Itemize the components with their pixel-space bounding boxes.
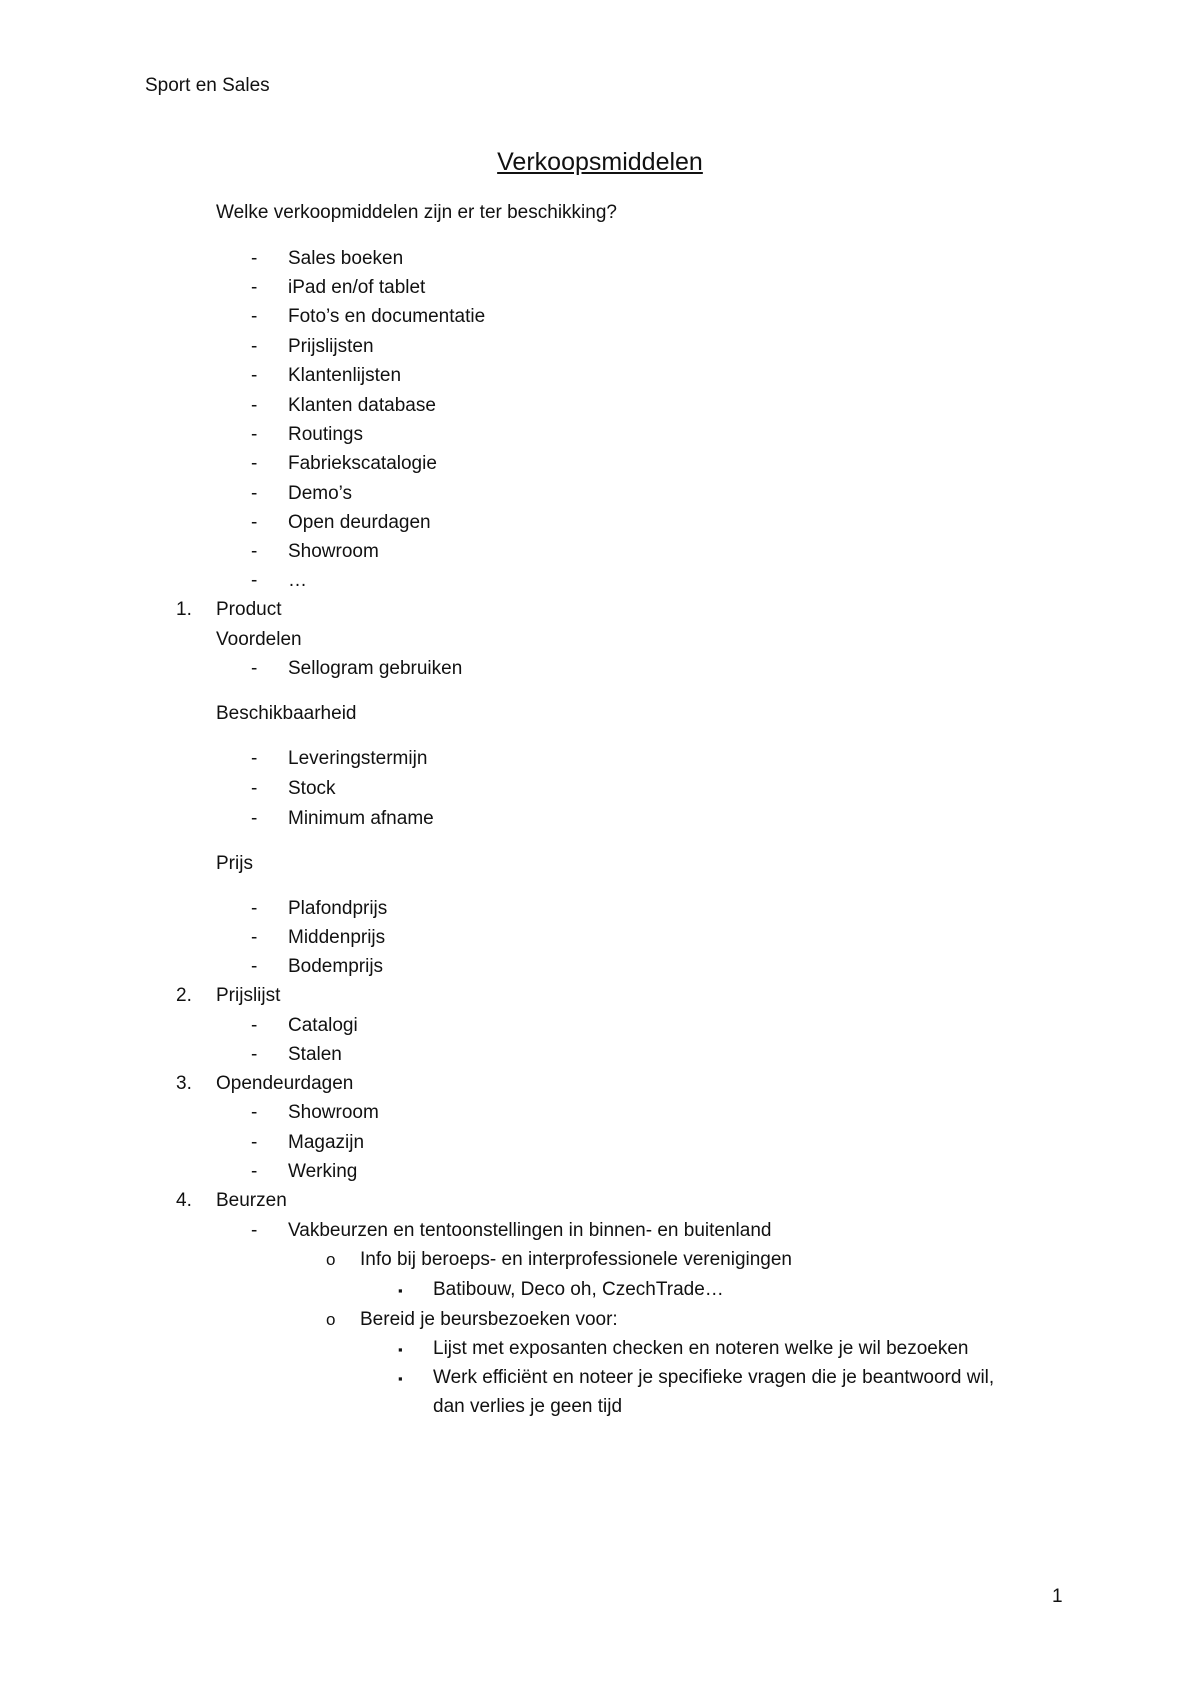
list-item: Sales boeken: [288, 248, 404, 269]
intro-question: Welke verkoopmiddelen zijn er ter beschikking?: [216, 202, 617, 223]
section-number: 2.: [176, 985, 192, 1006]
list-item: Werking: [288, 1161, 358, 1182]
list-point: Werk efficiënt en noteer je specifieke vragen die je beantwoord wil,: [433, 1367, 995, 1388]
list-marker: -: [251, 1161, 258, 1182]
list-marker: -: [251, 248, 258, 269]
list-marker: -: [251, 306, 258, 327]
list-marker: -: [251, 1132, 258, 1153]
list-marker-square: ▪: [398, 1371, 403, 1386]
list-marker: -: [251, 956, 258, 977]
list-item: Sellogram gebruiken: [288, 658, 463, 679]
list-item: Routings: [288, 424, 363, 445]
page-header: Sport en Sales: [145, 75, 270, 96]
list-marker: -: [251, 365, 258, 386]
list-marker: -: [251, 1015, 258, 1036]
section-number: 4.: [176, 1190, 192, 1211]
list-item: Vakbeurzen en tentoonstellingen in binnen- en buitenland: [288, 1220, 772, 1241]
list-item: Open deurdagen: [288, 512, 431, 533]
list-subitem: Bereid je beursbezoeken voor:: [360, 1309, 618, 1330]
list-item: Stock: [288, 778, 336, 799]
list-item: Middenprijs: [288, 927, 386, 948]
section-title: Beurzen: [216, 1190, 287, 1211]
list-marker: -: [251, 927, 258, 948]
list-marker: -: [251, 748, 258, 769]
list-marker-square: ▪: [398, 1283, 403, 1298]
list-marker: -: [251, 808, 258, 829]
list-marker: -: [251, 395, 258, 416]
list-item: Bodemprijs: [288, 956, 384, 977]
list-marker: -: [251, 570, 258, 591]
list-item: Magazijn: [288, 1132, 365, 1153]
list-subitem: Info bij beroeps- en interprofessionele verenigingen: [360, 1249, 792, 1270]
list-marker: -: [251, 453, 258, 474]
section-title: Opendeurdagen: [216, 1073, 354, 1094]
list-item: Minimum afname: [288, 808, 434, 829]
list-marker: -: [251, 1044, 258, 1065]
list-marker-square: ▪: [398, 1342, 403, 1357]
list-marker: -: [251, 1102, 258, 1123]
subsection-heading: Beschikbaarheid: [216, 703, 357, 724]
list-item: Fabriekscatalogie: [288, 453, 437, 474]
list-marker-circle: o: [326, 1250, 336, 1269]
page-number: 1: [1052, 1586, 1063, 1607]
list-marker: -: [251, 778, 258, 799]
list-item: Showroom: [288, 541, 379, 562]
list-item: Demo’s: [288, 483, 353, 504]
subsection-heading: Prijs: [216, 853, 253, 874]
list-point: Lijst met exposanten checken en noteren welke je wil bezoeken: [433, 1338, 969, 1359]
list-marker: -: [251, 541, 258, 562]
list-item: iPad en/of tablet: [288, 277, 426, 298]
list-marker: -: [251, 512, 258, 533]
section-title: Prijslijst: [216, 985, 281, 1006]
document-title: Verkoopsmiddelen: [497, 148, 703, 176]
list-marker: -: [251, 483, 258, 504]
list-marker: -: [251, 898, 258, 919]
list-marker: -: [251, 277, 258, 298]
list-marker: -: [251, 424, 258, 445]
section-number: 3.: [176, 1073, 192, 1094]
list-marker: -: [251, 658, 258, 679]
list-item: Stalen: [288, 1044, 342, 1065]
list-item: …: [288, 570, 307, 591]
section-number: 1.: [176, 599, 192, 620]
list-marker: -: [251, 336, 258, 357]
list-item: Prijslijsten: [288, 336, 374, 357]
list-item: Catalogi: [288, 1015, 358, 1036]
list-item: Leveringstermijn: [288, 748, 428, 769]
list-item: Klantenlijsten: [288, 365, 402, 386]
list-marker-circle: o: [326, 1310, 336, 1329]
section-title: Product: [216, 599, 282, 620]
list-point-continuation: dan verlies je geen tijd: [433, 1396, 623, 1417]
list-item: Foto’s en documentatie: [288, 306, 486, 327]
list-item: Klanten database: [288, 395, 436, 416]
list-item: Plafondprijs: [288, 898, 388, 919]
list-item: Showroom: [288, 1102, 379, 1123]
list-marker: -: [251, 1220, 258, 1241]
subsection-heading: Voordelen: [216, 629, 302, 650]
list-point: Batibouw, Deco oh, CzechTrade…: [433, 1279, 724, 1300]
